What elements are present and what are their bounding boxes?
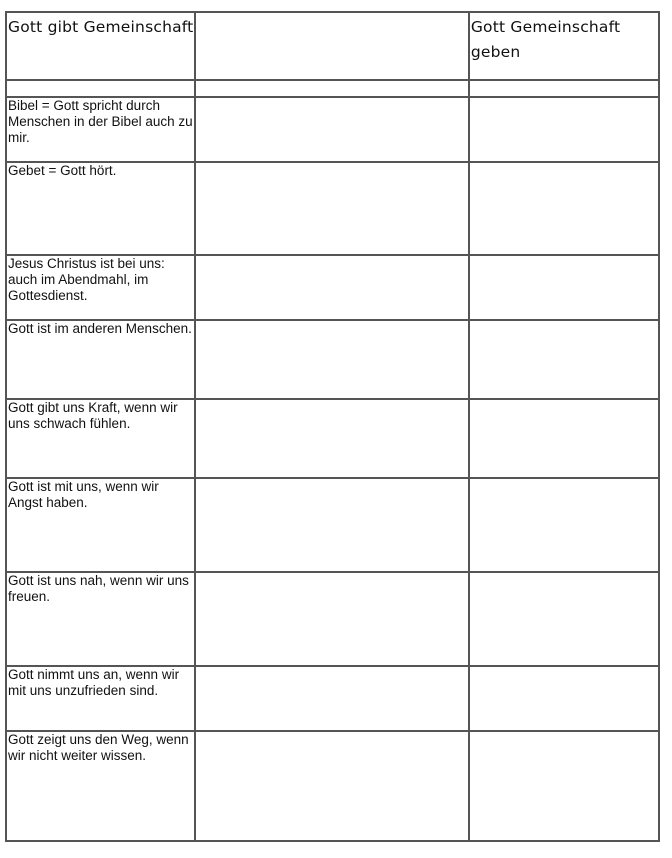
table-row: [6, 399, 659, 478]
row-label: Gott ist mit uns, wenn wir Angst haben.: [6, 478, 195, 572]
row-label: Gott zeigt uns den Weg, wenn wir nicht weiter wissen.: [6, 731, 195, 841]
row-label: Gott gibt uns Kraft, wenn wir uns schwach fühlen.: [6, 399, 195, 478]
answer-cell: [469, 572, 659, 666]
answer-cell: [469, 399, 659, 478]
heading-gott-gibt-gemeinschaft: Gott gibt Gemeinschaft: [6, 12, 195, 80]
answer-cell: [469, 320, 659, 399]
table-row: [6, 97, 659, 162]
table-row: [6, 478, 659, 572]
row-label: Bibel = Gott spricht durch Menschen in der Bibel auch zu mir.: [6, 97, 195, 162]
heading-gott-gemeinschaft-geben: Gott Gemeinschaft geben: [469, 12, 659, 80]
row-label: Jesus Christus ist bei uns: auch im Abendmahl, im Gottesdienst.: [6, 255, 195, 320]
answer-cell: [469, 255, 659, 320]
answer-cell: [195, 255, 469, 320]
answer-cell: [469, 478, 659, 572]
header-row: [6, 12, 659, 80]
row-label: Gott ist im anderen Menschen.: [6, 320, 195, 399]
answer-cell: [195, 731, 469, 841]
answer-cell: [469, 731, 659, 841]
row-label: Gott ist uns nah, wenn wir uns freuen.: [6, 572, 195, 666]
answer-cell: [469, 97, 659, 162]
answer-cell: [469, 666, 659, 731]
answer-cell: [195, 399, 469, 478]
row-label: Gott nimmt uns an, wenn wir mit uns unzufrieden sind.: [6, 666, 195, 731]
table-row: [6, 666, 659, 731]
spacer-cell: [6, 80, 195, 97]
spacer-cell: [469, 80, 659, 97]
heading-middle-empty: [195, 12, 469, 80]
spacer-cell: [195, 80, 469, 97]
table-row: [6, 255, 659, 320]
table-row: [6, 320, 659, 399]
answer-cell: [195, 97, 469, 162]
spacer-row: [6, 80, 659, 97]
answer-cell: [195, 572, 469, 666]
table-row: [6, 731, 659, 841]
answer-cell: [195, 162, 469, 255]
worksheet-table: [5, 11, 660, 842]
answer-cell: [195, 666, 469, 731]
row-label: Gebet = Gott hört.: [6, 162, 195, 255]
answer-cell: [469, 162, 659, 255]
table-row: [6, 162, 659, 255]
answer-cell: [195, 320, 469, 399]
table-row: [6, 572, 659, 666]
answer-cell: [195, 478, 469, 572]
